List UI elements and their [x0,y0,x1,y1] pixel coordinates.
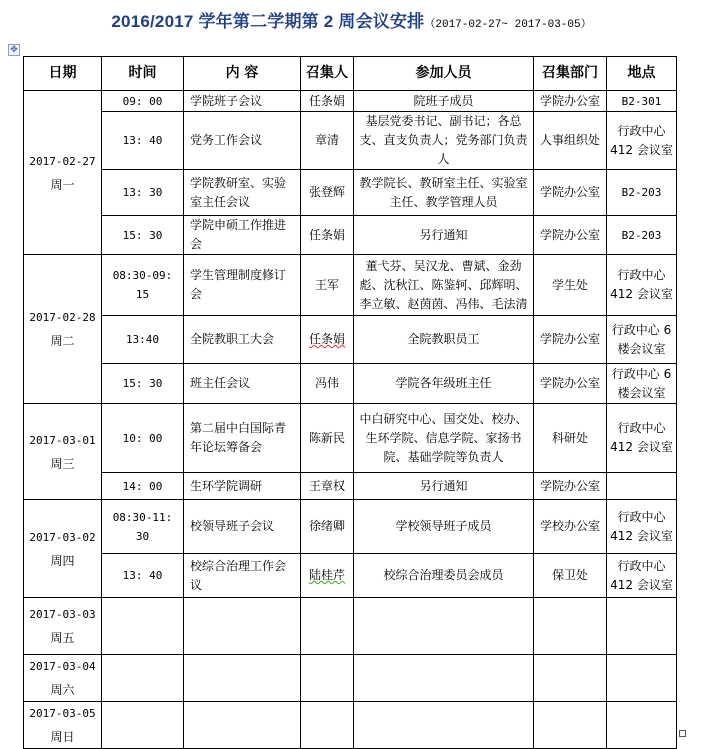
header-location: 地点 [607,57,677,91]
time-cell: 15: 30 [102,364,184,404]
content-cell: 全院教职工大会 [184,316,301,364]
header-row [24,57,677,91]
convener-cell: 冯伟 [301,364,354,404]
convener-cell: 张登辉 [301,170,354,216]
location-cell [607,112,677,170]
location-line: 412 会议室 [610,142,673,157]
dept-cell: 人事组织处 [534,112,607,170]
location-cell: B2-203 [607,216,677,255]
attendees-cell: 基层党委书记、副书记；各总支、直支负责人；党务部门负责人 [354,112,534,170]
content-cell: 学生管理制度修订会 [184,255,301,316]
weekday-text: 周二 [50,334,75,348]
location-cell [607,364,677,404]
location-line: 行政中心 [617,509,666,524]
content-cell: 第二届中白国际青年论坛筹备会 [184,404,301,473]
location-line: 楼会议室 [617,341,666,356]
attendees-cell: 全院教职员工 [354,316,534,364]
header-attendees: 参加人员 [354,57,534,91]
dept-cell: 科研处 [534,404,607,473]
dept-cell: 学校办公室 [534,500,607,554]
date-cell [24,404,102,500]
weekday-text: 周日 [50,730,75,744]
empty-cell [607,655,677,702]
table-row [24,216,677,255]
location-cell: B2-301 [607,91,677,112]
date-cell [24,702,102,749]
time-cell: 08:30-11: 30 [102,500,184,554]
table-row [24,170,677,216]
content-cell: 班主任会议 [184,364,301,404]
location-line: 412 会议室 [610,528,673,543]
date-text: 2017-03-02 [29,530,96,544]
empty-cell [102,702,184,749]
time-cell: 15: 30 [102,216,184,255]
time-cell: 09: 00 [102,91,184,112]
weekday-text: 周四 [50,553,75,568]
date-cell [24,255,102,404]
location-cell [607,554,677,598]
time-cell: 10: 00 [102,404,184,473]
empty-cell [354,702,534,749]
table-row [24,91,677,112]
time-cell: 14: 00 [102,473,184,500]
attendees-cell: 校综合治理委员会成员 [354,554,534,598]
table-row [24,473,677,500]
location-cell: B2-203 [607,170,677,216]
content-cell: 校领导班子会议 [184,500,301,554]
table-row [24,554,677,598]
convener-cell [301,554,354,598]
date-text: 2017-03-04 [29,660,96,673]
content-cell: 学院班子会议 [184,91,301,112]
empty-cell [184,655,301,702]
convener-cell [301,316,354,364]
time-cell: 13: 30 [102,170,184,216]
empty-cell [102,598,184,655]
date-cell [24,500,102,598]
attendees-cell: 学校领导班子成员 [354,500,534,554]
convener-cell: 徐绪卿 [301,500,354,554]
table-row [24,316,677,364]
page-title [0,7,703,32]
date-text: 2017-03-03 [29,608,96,621]
convener-text: 陆桂芹 [308,568,345,582]
content-cell: 学院教研室、实验室主任会议 [184,170,301,216]
location-line: 行政中心 [617,558,666,573]
location-line: 行政中心 6 [611,322,672,337]
attendees-cell: 另行通知 [354,216,534,255]
empty-cell [184,598,301,655]
location-cell [607,404,677,473]
table-move-handle-icon[interactable]: ✥ [8,44,20,56]
convener-cell: 王军 [301,255,354,316]
header-date: 日期 [24,57,102,91]
table-row [24,702,677,749]
date-cell [24,655,102,702]
weekday-text: 周五 [50,631,75,645]
content-cell: 党务工作会议 [184,112,301,170]
attendees-cell: 教学院长、教研室主任、实验室主任、教学管理人员 [354,170,534,216]
title-main: 2016/2017 学年第二学期第 2 周会议安排 [111,12,425,31]
empty-cell [607,598,677,655]
date-text: 2017-03-05 [29,707,96,720]
location-line: 412 会议室 [610,287,673,301]
date-text: 2017-02-27 [29,154,96,168]
dept-cell: 学院办公室 [534,364,607,404]
dept-cell: 学院办公室 [534,170,607,216]
table-row [24,255,677,316]
empty-cell [301,702,354,749]
empty-cell [534,702,607,749]
empty-cell [301,598,354,655]
date-cell [24,91,102,255]
location-line: 行政中心 [617,268,666,282]
dept-cell: 学院办公室 [534,91,607,112]
content-cell: 生环学院调研 [184,473,301,500]
convener-cell: 任条娟 [301,216,354,255]
attendees-cell: 学院各年级班主任 [354,364,534,404]
location-line: 行政中心 6 [611,366,672,381]
location-cell [607,473,677,500]
attendees-cell: 院班子成员 [354,91,534,112]
dept-cell: 学院办公室 [534,473,607,500]
table-row [24,598,677,655]
date-cell [24,598,102,655]
header-content: 内 容 [184,57,301,91]
convener-text: 任条娟 [308,332,345,346]
dept-cell: 保卫处 [534,554,607,598]
weekday-text: 周一 [50,177,75,192]
location-line: 行政中心 [617,123,666,138]
convener-cell: 任条娟 [301,91,354,112]
time-cell: 13: 40 [102,112,184,170]
empty-cell [354,655,534,702]
location-line: 楼会议室 [617,385,666,400]
dept-cell: 学院办公室 [534,316,607,364]
empty-cell [102,655,184,702]
weekday-text: 周六 [50,683,75,697]
table-row [24,364,677,404]
convener-cell: 陈新民 [301,404,354,473]
header-time: 时间 [102,57,184,91]
convener-cell: 王章权 [301,473,354,500]
convener-cell: 章清 [301,112,354,170]
date-text: 2017-03-01 [29,433,96,447]
table-row [24,500,677,554]
date-text: 2017-02-28 [29,311,96,324]
content-cell: 校综合治理工作会议 [184,554,301,598]
table-row [24,404,677,473]
meeting-schedule-table [23,56,677,749]
empty-cell [301,655,354,702]
time-cell: 13: 40 [102,554,184,598]
title-date-range: （2017-02-27~ 2017-03-05） [424,19,592,31]
content-cell: 学院申硕工作推进会 [184,216,301,255]
time-cell: 13:40 [102,316,184,364]
header-convener: 召集人 [301,57,354,91]
attendees-cell: 另行通知 [354,473,534,500]
empty-cell [607,702,677,749]
header-dept: 召集部门 [534,57,607,91]
empty-cell [354,598,534,655]
location-line: 行政中心 [617,421,666,435]
attendees-cell: 中白研究中心、国交处、校办、生环学院、信息学院、家扬书院、基础学院等负责人 [354,404,534,473]
location-cell [607,316,677,364]
location-cell [607,255,677,316]
table-resize-handle[interactable] [679,730,686,737]
table-row [24,112,677,170]
empty-cell [184,702,301,749]
location-line: 412 会议室 [610,440,673,454]
attendees-cell: 董弋芬、吴汉龙、曹斌、金劲彪、沈秋江、陈鉴轲、邱辉明、李立敏、赵茵茵、冯伟、毛法清 [354,255,534,316]
dept-cell: 学生处 [534,255,607,316]
weekday-text: 周三 [50,456,75,471]
dept-cell: 学院办公室 [534,216,607,255]
empty-cell [534,655,607,702]
location-cell [607,500,677,554]
location-line: 412 会议室 [610,577,673,592]
table-row [24,655,677,702]
empty-cell [534,598,607,655]
time-cell: 08:30-09: 15 [102,255,184,316]
